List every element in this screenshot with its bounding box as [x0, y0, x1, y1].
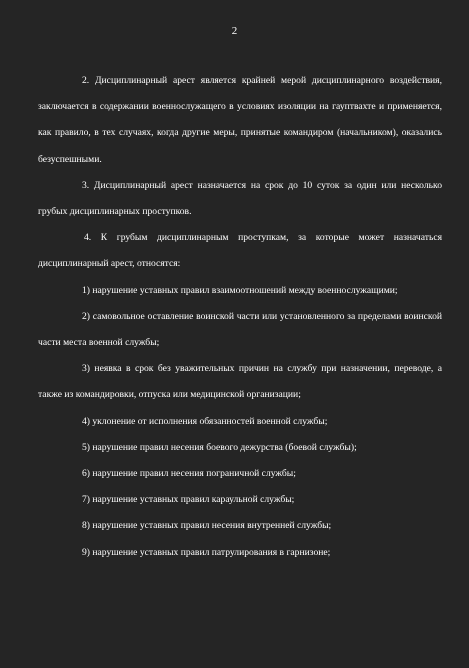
list-item-8: 8) нарушение уставных правил несения внутренней службы;	[82, 520, 332, 532]
list-item-9: 9) нарушение уставных правил патрулирования в гарнизоне;	[82, 546, 331, 558]
list-item-3: 3) неявка в срок без уважительных причин на службу при назначении, переводе, а также из командировки, отпуска или медицинской организации;	[38, 363, 442, 401]
list-item-2: 2) самовольное оставление воинской части или установленного за пределами воинской части места военной службы;	[38, 310, 442, 349]
list-item-5: 5) нарушение правил несения боевого дежурства (боевой службы);	[82, 441, 357, 453]
list-item-4: 4) уклонение от исполнения обязанностей военной службы;	[82, 415, 328, 427]
list-item-1: 1) нарушение уставных правил взаимоотношений между военнослужащими;	[82, 284, 398, 296]
list-item-6: 6) нарушение правил несения пограничной службы;	[82, 468, 296, 480]
document-body	[38, 68, 442, 566]
page-number: 2	[231, 25, 238, 37]
paragraph-3: 3. Дисциплинарный арест назначается на срок до 10 суток за один или несколько грубых дисциплинарных проступков.	[38, 179, 442, 218]
paragraph-2: 2. Дисциплинарный арест является крайней мерой дисциплинарного воздействия, заключается в содержании военнослужащего в условиях изоляции на гауптвахте и применяется, как правило, в тех случаях, когда другие меры, принятые командиром (начальником), оказались безуспешными.	[38, 75, 442, 165]
paragraph-4: 4. К грубым дисциплинарным проступкам, за которые может назначаться дисциплинарный арест, относятся:	[38, 232, 442, 270]
list-item-7: 7) нарушение уставных правил караульной службы;	[82, 494, 295, 506]
